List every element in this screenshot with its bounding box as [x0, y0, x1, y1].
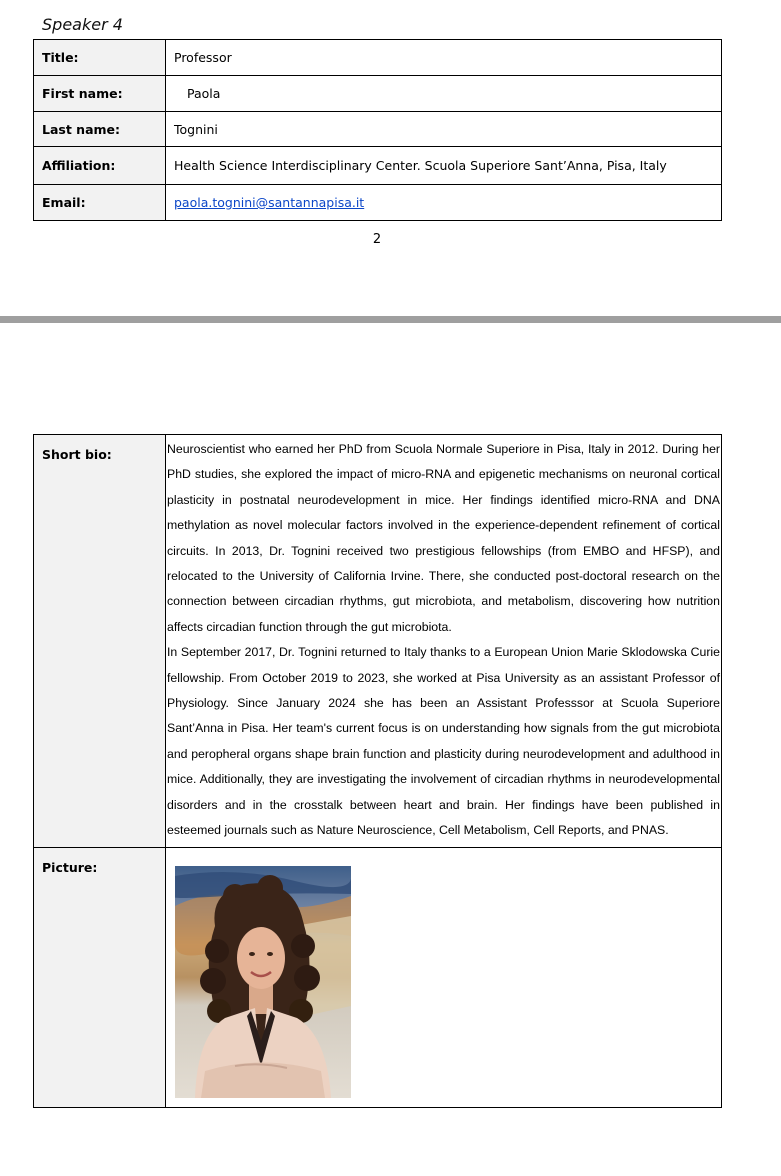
- picture-label: Picture:: [34, 847, 166, 1107]
- last-name-row: [34, 112, 722, 147]
- first-name-row: [34, 76, 722, 112]
- first-name-label: First name:: [34, 76, 166, 112]
- title-row: [34, 40, 722, 76]
- picture-cell: [166, 847, 722, 1107]
- speaker-heading: Speaker 4: [42, 15, 123, 34]
- speaker-info-table: [33, 39, 722, 221]
- picture-row: [34, 847, 722, 1107]
- email-row: [34, 185, 722, 221]
- page-number: 2: [372, 232, 382, 247]
- bio-row: [34, 435, 722, 848]
- bio-label: Short bio:: [34, 435, 166, 848]
- bio-text: [167, 436, 720, 846]
- last-name-value: Tognini: [166, 112, 722, 147]
- speaker-photo: [175, 866, 351, 1098]
- bio-cell: [166, 435, 722, 848]
- page-separator: [0, 316, 781, 323]
- email-link[interactable]: paola.tognini@santannapisa.it: [174, 195, 365, 210]
- email-label: Email:: [34, 185, 166, 221]
- affiliation-label: Affiliation:: [34, 147, 166, 185]
- portrait-illustration: [175, 866, 351, 1098]
- title-label: Title:: [34, 40, 166, 76]
- title-value: Professor: [166, 40, 722, 76]
- bio-table: [33, 434, 722, 1108]
- email-cell: [166, 185, 722, 221]
- affiliation-value: Health Science Interdisciplinary Center. Scuola Superiore Sant’Anna, Pisa, Italy: [166, 147, 722, 185]
- bio-paragraph-1: Neuroscientist who earned her PhD from Scuola Normale Superiore in Pisa, Italy in 2012. During her PhD studies, she explored the impact of micro-RNA and epigenetic mechanisms on neuronal cortical plasticity in postnatal neurodevelopment in mice. Her findings identified micro-RNA and DNA methylation as novel molecular factors involved in the experience-dependent refinement of cortical circuits. In 2013, Dr. Tognini received two prestigious fellowships (from EMBO and HFSP), and relocated to the University of California Irvine. There, she conducted post-doctoral research on the connection between circadian rhythms, gut microbiota, and metabolism, discovering how nutrition affects circadian function through the gut microbiota.: [167, 442, 720, 634]
- bio-paragraph-2: In September 2017, Dr. Tognini returned to Italy thanks to a European Union Marie Sklodowska Curie fellowship. From October 2019 to 2023, she worked at Pisa University as an assistant Professor of Physiology. Since January 2024 she has been an Assistant Professsor at Scuola Superiore Sant’Anna in Pisa. Her team's current focus is on understanding how signals from the gut microbiota and peropheral organs shape brain function and plasticity during neurodevelopment and adulthood in mice. Additionally, they are investigating the involvement of circadian rhythms in neurodevelopmental disorders and in the crosstalk between heart and brain. Her findings have been published in esteemed journals such as Nature Neuroscience, Cell Metabolism, Cell Reports, and PNAS.: [167, 645, 720, 838]
- last-name-label: Last name:: [34, 112, 166, 147]
- affiliation-row: [34, 147, 722, 185]
- first-name-value: Paola: [166, 76, 722, 112]
